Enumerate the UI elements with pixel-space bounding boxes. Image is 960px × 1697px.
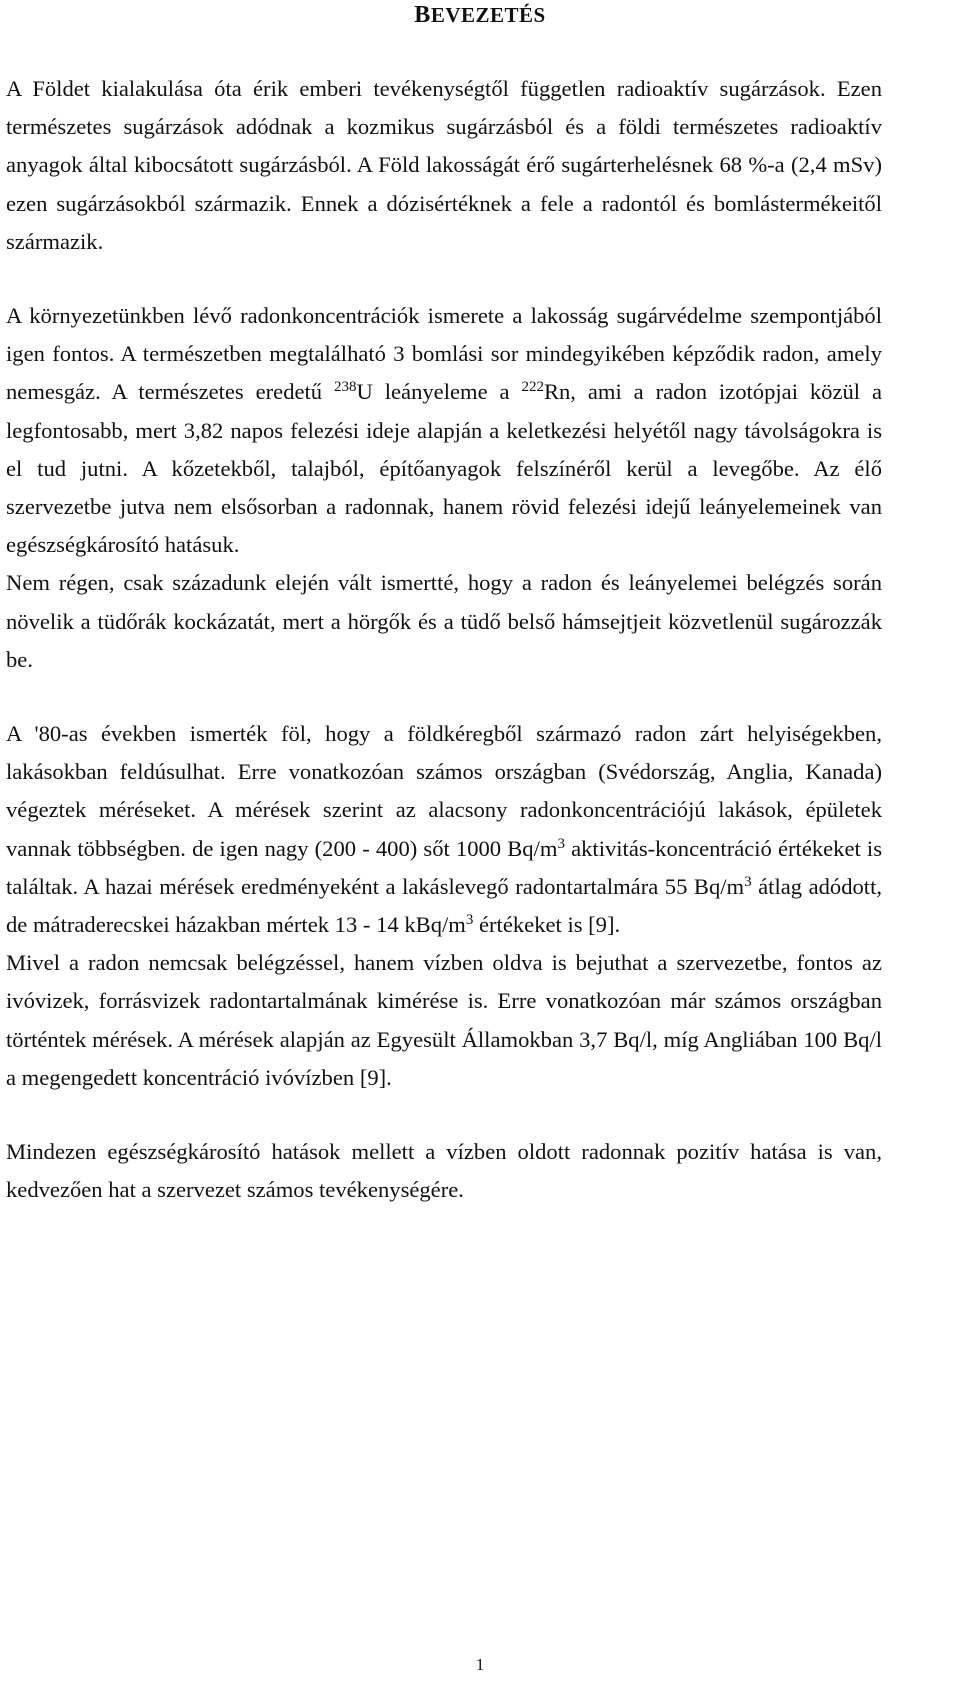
paragraph-lung-cancer-text: Nem régen, csak századunk elején vált ismertté, hogy a radon és leányelemei belégzés során növelik a tüdőrák kockázatát, mert a hörgők és a tüdő belső hámsejtjeit közvetlenül sugározzák be. <box>6 570 882 672</box>
paragraph-water-radon-text: Mivel a radon nemcsak belégzéssel, hanem vízben oldva is bejuthat a szervezetbe, fontos az ivóvizek, forrásvizek radontartalmának kimérése is. Erre vonatkozóan már számos országban történtek mérések. A mérések alapján az Egyesült Államokban 3,7 Bq/l, míg Angliában 100 Bq/l a megengedett koncentráció ivóvízben [9]. <box>6 950 882 1090</box>
text-segment: Rn, ami a radon izotópjai közül a legfontosabb, mert 3,82 napos felezési ideje alapján a keletkezési helyétől nagy távolságokra is el tud jutni. A kőzetekből, talajból, építőanyagok felszínéről kerül a levegőbe. Az élő szervezetbe jutva nem elsősorban a radonnak, hanem rövid felezési idejű leányelemeinek van egészségkárosító hatásuk. <box>6 379 882 558</box>
text-segment: U leányeleme a <box>356 379 522 405</box>
superscript-exponent: 3 <box>744 873 752 890</box>
paragraph-positive-effect-text: Mindezen egészségkárosító hatások mellett a vízben oldott radonnak pozitív hatása is van, kedvezően hat a szervezet számos tevékenységére. <box>6 1139 882 1203</box>
superscript-exponent: 3 <box>557 835 565 852</box>
superscript-exponent: 3 <box>465 911 474 928</box>
superscript-mass-number: 238 <box>334 379 357 396</box>
text-segment: A '80-as években ismerték föl, hogy a földkéregből származó radon zárt helyiségekben, lakásokban feldúsulhat. Erre vonatkozóan számos országban (Svédország, Anglia, Kanada) végeztek méréseket. A mérések szerint az alacsony radonkoncentrációjú lakások, épületek vannak többségben. de igen nagy (200 - 400) sőt 1000 Bq/m <box>6 721 882 861</box>
body-text <box>6 70 882 1209</box>
text-segment: értékeket is [9]. <box>473 912 621 938</box>
page-title <box>0 2 960 28</box>
text-segment: aktivitás-koncentráció értékeket is találtak. A hazai mérések eredményeként a lakáslevegő radontartalmára 55 Bq/m <box>6 835 882 899</box>
paragraph-lung-cancer <box>6 564 882 679</box>
text-segment: A környezetünkben lévő radonkoncentrációk ismerete a lakosság sugárvédelme szempontjából igen fontos. A természetben megtalálható 3 bomlási sor mindegyikében képződik radon, amely nemesgáz. A természetes eredetű <box>6 303 882 405</box>
text-segment: átlag adódott, de mátraderecskei házakban mértek 13 - 14 kBq/m <box>6 873 883 938</box>
paragraph-intro <box>6 70 882 261</box>
paragraph-indoor-measurements <box>6 715 882 944</box>
paragraph-positive-effect <box>6 1133 882 1209</box>
title-first-letter: B <box>414 2 431 28</box>
superscript-mass-number: 222 <box>521 379 544 396</box>
page-number: 1 <box>475 1655 485 1674</box>
paragraph-radon-sources <box>6 297 882 564</box>
paragraph-intro-text: A Földet kialakulása óta érik emberi tevékenységtől független radioaktív sugárzások. Ezen természetes sugárzások adódnak a kozmikus sugárzásból és a földi természetes radioaktív anyagok által kibocsátott sugárzásból. A Föld lakosságát érő sugárterhelésnek 68 %-a (2,4 mSv) ezen sugárzásokból származik. Ennek a dózisértéknek a fele a radontól és bomlástermékeitől származik. <box>6 76 882 254</box>
title-rest: EVEZETÉS <box>430 3 546 27</box>
paragraph-water-radon <box>6 944 882 1097</box>
